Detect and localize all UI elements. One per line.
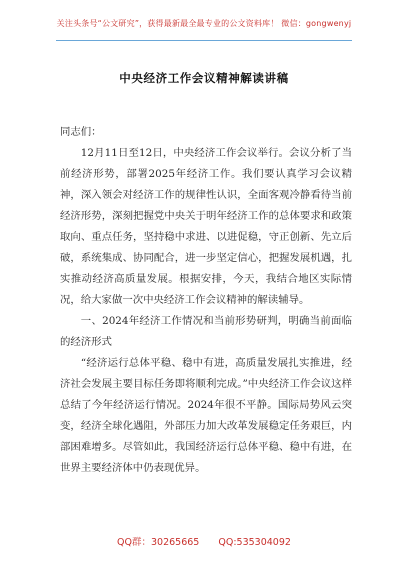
document-title: 中央经济工作会议精神解读讲稿 — [119, 71, 289, 85]
section-heading-1: 一、2024年经济工作情况和当前形势研判，明确当前面临的经济形式 — [60, 315, 352, 348]
header-promo-text: 关注头条号“公文研究”，获得最新最全最专业的公文资料库！ 微信：gongwenyj — [56, 19, 352, 28]
salutation: 同志们： — [60, 126, 102, 138]
header-divider — [56, 40, 352, 41]
footer-qq: QQ:535304092 — [218, 537, 291, 548]
document-body — [60, 122, 352, 479]
body-paragraph-2: “经济运行总体平稳、稳中有进，高质量发展扎实推进，经济社会发展主要目标任务即将顺利完成。”中央经济工作会议这样总结了今年经济运行情况。2024年很不平静。国际局势风云突变，经济全球化遇阻，外部压力加大改革发展稳定任务艰巨，内部困难增多。尽管如此，我国经济运行总体平稳、稳中有进，在世界主要经济体中仍表现优异。 — [60, 357, 352, 474]
footer-qq-group: QQ群：30265665 — [117, 537, 200, 548]
footer-contact — [0, 534, 408, 548]
body-paragraph-1: 12月11日至12日，中央经济工作会议举行。会议分析了当前经济形势，部署2025年经济工作。我们要认真学习会议精神，深入领会对经济工作的规律性认识，全面客观冷静看待当前经济形势，深刻把握党中央关于明年经济工作的总体要求和政策取向、重点任务，坚持稳中求进、以进促稳，守正创新、先立后破，系统集成、协同配合，进一步坚定信心，把握发展机遇，扎实推动经济高质量发展。根据安排，今天，我结合地区实际情况，给大家做一次中央经济工作会议精神的解读辅导。 — [60, 147, 352, 306]
